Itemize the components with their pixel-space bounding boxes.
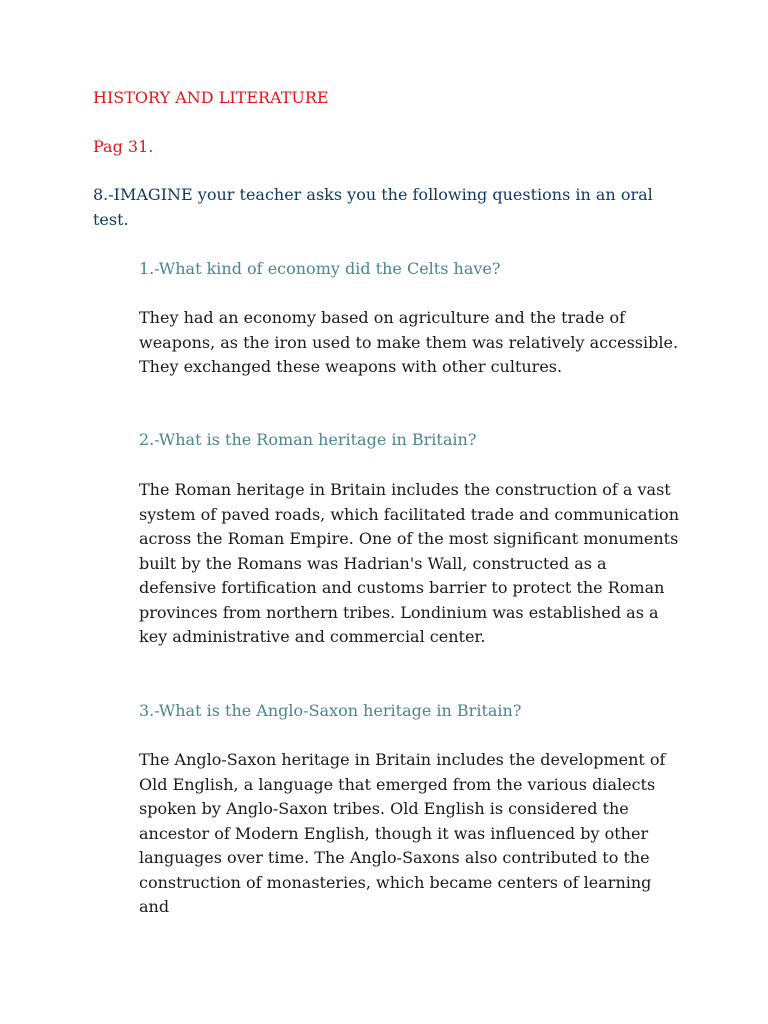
- answer-1: They had an economy based on agriculture and the trade of weapons, as the iron used to make them was relatively accessible. They exchanged these weapons with other cultures.: [139, 308, 679, 376]
- answer-3: The Anglo-Saxon heritage in Britain includes the development of Old English, a language that emerged from the various dialects spoken by Anglo-Saxon tribes. Old English is considered the ancestor of Modern English, though it was influenced by other languages over time. The Anglo-Saxons also contributed to the construction of monasteries, which became centers of learning and: [139, 750, 666, 916]
- question-3: 3.-What is the Anglo-Saxon heritage in Britain?: [139, 701, 522, 720]
- question-2: 2.-What is the Roman heritage in Britain?: [139, 430, 477, 449]
- document-title: HISTORY AND LITERATURE: [93, 88, 329, 107]
- question-1: 1.-What kind of economy did the Celts have?: [139, 259, 501, 278]
- exercise-prompt: 8.-IMAGINE your teacher asks you the following questions in an oral test.: [93, 185, 653, 229]
- answer-2: The Roman heritage in Britain includes the construction of a vast system of paved roads, which facilitated trade and communication across the Roman Empire. One of the most significant monuments built by the Romans was Hadrian's Wall, constructed as a defensive fortification and customs barrier to protect the Roman provinces from northern tribes. Londinium was established as a key administrative and commercial center.: [139, 480, 679, 646]
- page-reference: Pag 31.: [93, 137, 154, 156]
